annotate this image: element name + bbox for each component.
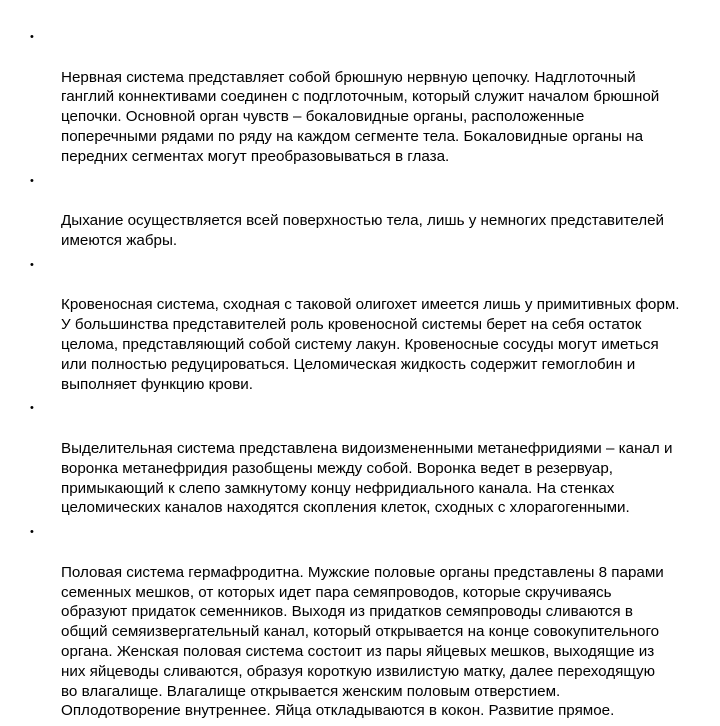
bullet-text: Дыхание осуществляется всей поверхностью тела, лишь у немногих представителей имеются жабры. bbox=[61, 212, 665, 249]
bullet-item-nervous-system bbox=[30, 28, 702, 167]
bullet-marker: • bbox=[30, 174, 34, 187]
bullet-text: Нервная система представляет собой брюшную нервную цепочку. Надглоточный ганглий коннективами соединен с подглоточным, который служит началом брюшной цепочки. Основной орган чувств – бокаловидные органы, расположенные поперечными рядами по ряду на каждом сегменте тела. Бокаловидные органы на передних сегментах могут преобразовываться в глаза. bbox=[61, 68, 660, 165]
bullet-item-reproductive-system bbox=[30, 523, 702, 721]
bullet-item-circulatory-system bbox=[30, 256, 702, 395]
bullet-item-excretory-system bbox=[30, 399, 702, 518]
bullet-list bbox=[30, 28, 702, 726]
bullet-marker: • bbox=[30, 258, 34, 271]
bullet-text: Кровеносная система, сходная с таковой олигохет имеется лишь у примитивных форм. У большинства представителей роль кровеносной системы берет на себя остаток целома, представляющий собой систему лакун. Кровеносные сосуды могут иметься или полностью редуцироваться. Целомическая жидкость содержит гемоглобин и выполняет функцию крови. bbox=[61, 296, 680, 393]
bullet-text: Выделительная система представлена видоизмененными метанефридиями – канал и воронка метанефридия разобщены между собой. Воронка ведет в резервуар, примыкающий к слепо замкнутому концу нефридиального канала. На стенках целомических каналов находятся скопления клеток, сходных с хлорагогенными. bbox=[61, 439, 673, 517]
bullet-marker: • bbox=[30, 402, 34, 415]
bullet-marker: • bbox=[30, 31, 34, 43]
bullet-marker: • bbox=[30, 526, 34, 539]
bullet-text: Половая система гермафродитна. Мужские половые органы представлены 8 парами семенных мешков, от которых идет пара семяпроводов, которые скручиваясь образуют придаток семенников. Выходя из придатков семяпроводы сливаются в общий семяизвергательный канал, который открывается на конце совокупительного органа. Женская половая система состоит из пары яйцевых мешков, выходящие из них яйцеводы сливаются, образуя короткую извилистую матку, далее переходящую во влагалище. Влагалище открывается женским половым отверстием. Оплодотворение внутреннее. Яйца откладываются в кокон. Развитие прямое. bbox=[61, 563, 664, 720]
bullet-item-respiration bbox=[30, 172, 702, 251]
